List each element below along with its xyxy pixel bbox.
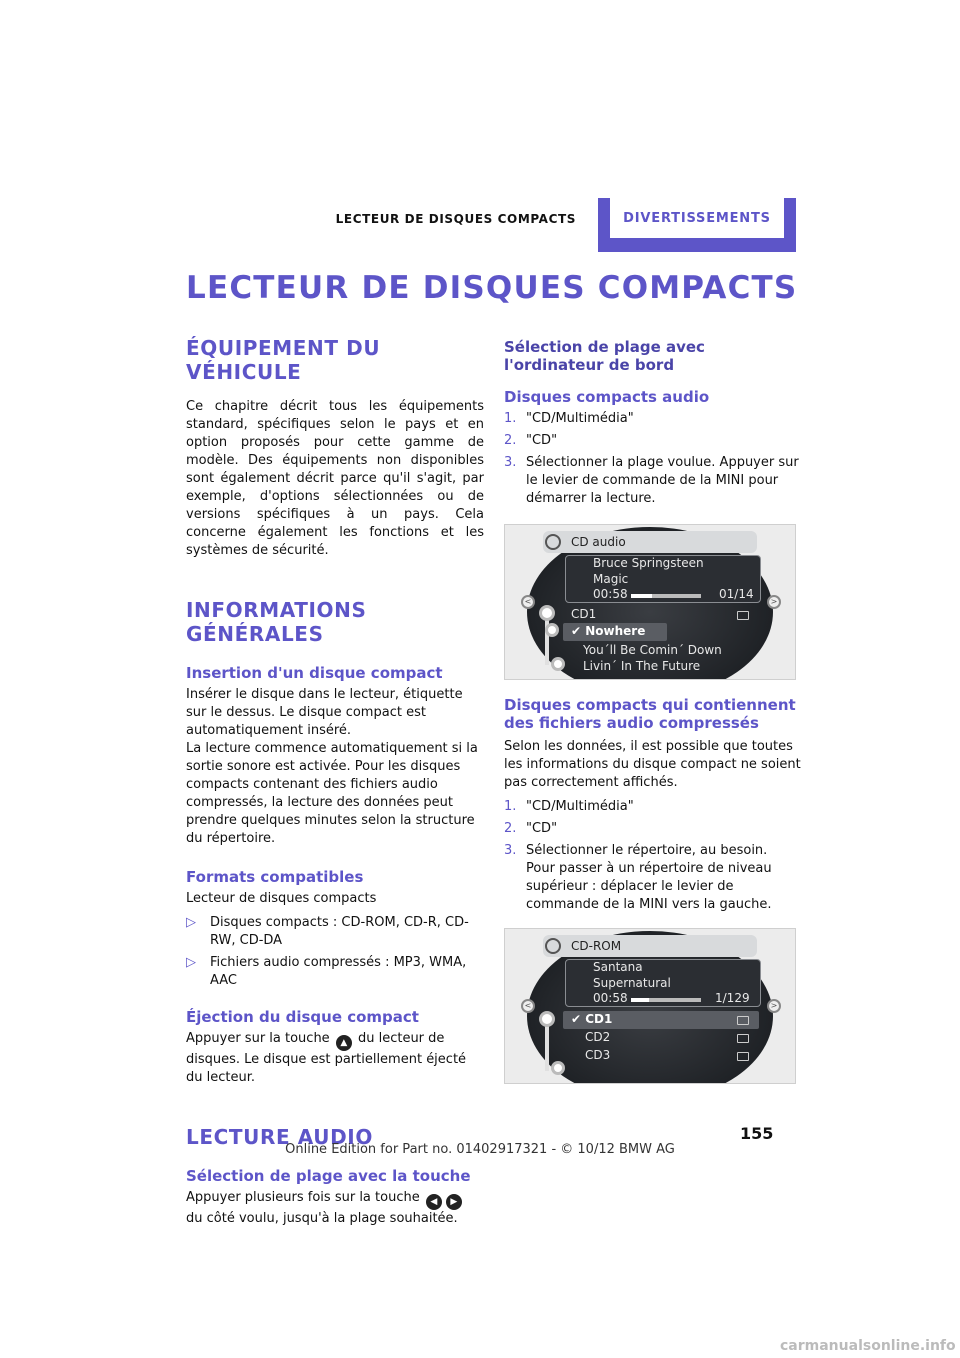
eject-icon: ▲ (336, 1035, 352, 1051)
subtitle-track-by-key: Sélection de plage avec la touche (186, 1167, 471, 1185)
audio-steps (504, 410, 802, 508)
cd-icon (545, 534, 561, 550)
screen-left-button-icon: < (521, 595, 535, 609)
left-column (186, 336, 484, 1228)
compressed-steps (504, 798, 802, 914)
screen-title-bar: CD-ROM (543, 935, 757, 957)
screen-list-item: Livin´ In The Future (583, 659, 701, 673)
subtitle-compressed-cds: Disques compacts qui contiennent des fichiers audio compressés (504, 696, 796, 732)
section-title-general-info: INFORMATIONS GÉNÉRALES (186, 598, 367, 646)
subtitle-compatible-formats: Formats compatibles (186, 868, 364, 886)
formats-list (186, 914, 484, 990)
screen-list-item: CD1 (571, 607, 597, 621)
list-item: ▷ Disques compacts : CD-ROM, CD-R, CD-RW, CD-DA (186, 915, 469, 948)
subtitle-eject-disc: Éjection du disque compact (186, 1008, 419, 1026)
controller-knob-icon (539, 1011, 555, 1027)
list-item: 3. Sélectionner la plage voulue. Appuyer sur le levier de commande de la MINI pour démarrer la lecture. (504, 455, 799, 506)
track-key-paragraph: Appuyer plusieurs fois sur la touche ◀ ▶ du côté voulu, jusqu'à la plage souhaitée. (186, 1189, 484, 1228)
bullet-arrow-icon: ▷ (186, 915, 196, 930)
screen-track-count: 01/14 (719, 587, 754, 601)
screen-artist: Santana (593, 960, 643, 974)
screen-list-item: You´ll Be Comin´ Down (583, 643, 722, 657)
screen-title-bar: CD audio (543, 531, 757, 553)
insert-paragraph-1: Insérer le disque dans le lecteur, étiquette sur le dessus. Le disque compact est automatiquement inséré. (186, 687, 463, 738)
screen-album: Supernatural (593, 976, 671, 990)
next-track-icon: ▶ (446, 1194, 462, 1210)
insert-paragraph-2: La lecture commence automatiquement si la sortie sonore est activée. Pour les disques compacts contenant des fichiers audio compressés, la lecture des données peut prendre quelques minutes selon la structure du répertoire. (186, 741, 478, 846)
list-item: ▷ Fichiers audio compressés : MP3, WMA, AAC (186, 955, 467, 988)
screen-list-item: CD2 (585, 1030, 611, 1044)
footer-edition: Online Edition for Part no. 01402917321 - © 10/12 BMW AG (285, 1142, 675, 1157)
playback-progress (631, 998, 649, 1002)
cd-audio-screen-figure (504, 524, 796, 680)
page-number: 155 (740, 1124, 774, 1143)
list-item: 3. Sélectionner le répertoire, au besoin. Pour passer à un répertoire de niveau supérieur : déplacer le levier de commande de la MINI vers la gauche. (504, 843, 772, 912)
subtitle-insert-disc: Insertion d'un disque compact (186, 664, 443, 682)
bullet-arrow-icon: ▷ (186, 955, 196, 970)
screen-track-count: 1/129 (715, 991, 750, 1005)
screen-artist: Bruce Springsteen (593, 556, 704, 570)
screen-list-item: CD3 (585, 1048, 611, 1062)
screen-time: 00:58 (593, 587, 628, 601)
section-title-equipment: ÉQUIPEMENT DU VÉHICULE (186, 336, 381, 384)
chapter-tab-label: DIVERTISSEMENTS (623, 210, 771, 226)
folder-icon (737, 611, 749, 620)
cd-rom-screen-figure (504, 928, 796, 1084)
watermark: carmanualsonline.info (780, 1338, 956, 1354)
list-item: 1. "CD/Multimédia" (504, 411, 634, 426)
page-title: LECTEUR DE DISQUES COMPACTS (186, 270, 798, 306)
controller-knob-icon (539, 605, 555, 621)
playback-progress (631, 594, 652, 598)
screen-right-button-icon: > (767, 595, 781, 609)
list-item: 1. "CD/Multimédia" (504, 799, 634, 814)
folder-icon (737, 1052, 749, 1061)
list-item: 2. "CD" (504, 821, 558, 836)
chapter-tab (598, 198, 796, 252)
subtitle-track-by-obc: Sélection de plage avec l'ordinateur de bord (504, 338, 705, 374)
eject-paragraph: Appuyer sur la touche ▲ du lecteur de disques. Le disque est partiellement éjecté du lecteur. (186, 1031, 467, 1085)
equipment-paragraph: Ce chapitre décrit tous les équipements standard, spécifiques selon le pays et en option proposés pour cette gamme de modèle. Des équipements non disponibles sont également décrit parce qu'il s'agit, par exemple, d'options sélectionnées ou de versions spécifiques à un pays. Cela concerne également les fonctions et les systèmes de sécurité. (186, 399, 484, 558)
right-column (504, 336, 802, 1084)
screen-time: 00:58 (593, 991, 628, 1005)
subtitle-audio-cds: Disques compacts audio (504, 388, 710, 406)
screen-right-button-icon: > (767, 999, 781, 1013)
screen-list-item-selected: ✔ CD1 (571, 1012, 613, 1026)
screen-left-button-icon: < (521, 999, 535, 1013)
list-item: 2. "CD" (504, 433, 558, 448)
previous-track-icon: ◀ (426, 1194, 442, 1210)
formats-intro: Lecteur de disques compacts (186, 891, 377, 906)
folder-icon (737, 1034, 749, 1043)
screen-album: Magic (593, 572, 629, 586)
folder-icon (737, 1016, 749, 1025)
compressed-paragraph: Selon les données, il est possible que toutes les informations du disque compact ne soient pas correctement affichés. (504, 739, 801, 790)
section-title-audio-playback: LECTURE AUDIO (186, 1125, 373, 1149)
running-header-section: LECTEUR DE DISQUES COMPACTS (335, 212, 576, 226)
screen-list-item-selected: ✔ Nowhere (571, 624, 646, 638)
cd-icon (545, 938, 561, 954)
